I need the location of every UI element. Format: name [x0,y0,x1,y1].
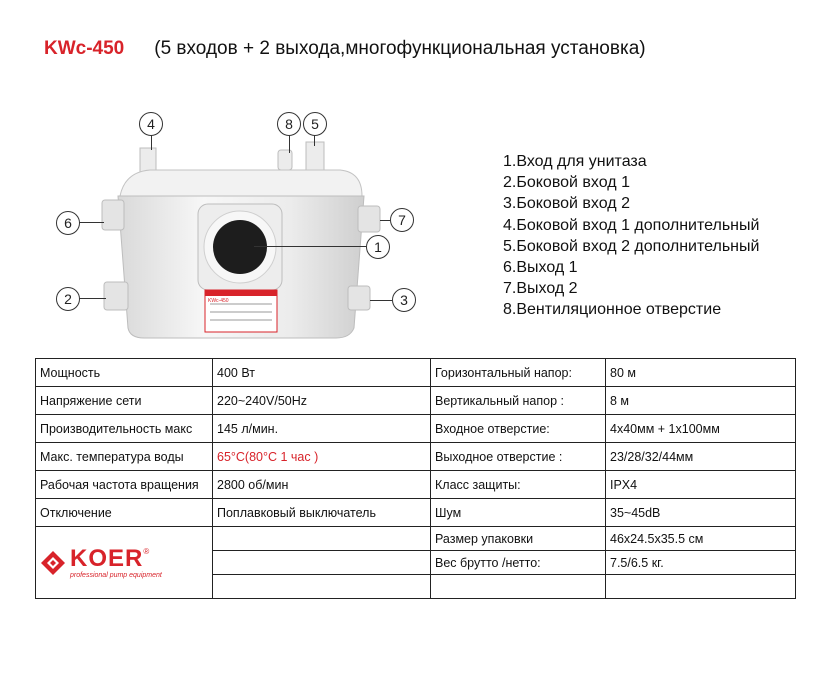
spec-value: IPX4 [606,471,796,499]
callout-7: 7 [390,208,414,232]
spec-value: Поплавковый выключатель [213,499,431,527]
spec-label: Напряжение сети [36,387,213,415]
koer-logo-icon [40,550,66,576]
inlet-opening [213,220,267,274]
callout-5: 5 [303,112,327,136]
spec-value: 23/28/32/44мм [606,443,796,471]
port-6 [102,200,124,230]
spec-value: 2800 об/мин [213,471,431,499]
port-7 [358,206,380,232]
spec-value: 35~45dB [606,499,796,527]
spec-value: 145 л/мин. [213,415,431,443]
page-header [44,38,804,60]
brand-logo-cell [36,527,213,599]
empty-cell [213,575,431,599]
empty-cell [431,575,606,599]
spec-value: 80 м [606,359,796,387]
brand-tagline: professional pump equipment [70,571,162,579]
legend-item: 1.Вход для унитаза [503,153,647,170]
spec-value: 220~240V/50Hz [213,387,431,415]
empty-cell [606,575,796,599]
spec-value: 400 Вт [213,359,431,387]
spec-label: Вес брутто /нетто: [431,551,606,575]
callout-4: 4 [139,112,163,136]
callout-3: 3 [392,288,416,312]
model-number: KWc-450 [44,38,125,59]
registered-mark: ® [143,546,150,556]
pump-lid [120,170,362,196]
legend-item: 7.Выход 2 [503,280,578,298]
legend-item: 5.Боковой вход 2 дополнительный [503,237,760,255]
spec-label: Макс. температура воды [36,443,213,471]
empty-cell [213,527,431,551]
spec-label: Отключение [36,499,213,527]
brand-logo [40,544,208,579]
page-subtitle: (5 входов + 2 выхода,многофункциональная установка) [154,38,646,59]
callout-8: 8 [277,112,301,136]
port-2 [104,282,128,310]
spec-value: 4x40мм + 1x100мм [606,415,796,443]
legend-item: 2.Боковой вход 1 [503,174,630,192]
spec-label: Входное отверстие: [431,415,606,443]
spec-label: Производительность макс [36,415,213,443]
spec-table [35,358,796,599]
table-row [36,359,796,387]
table-row [36,387,796,415]
callout-6: 6 [56,211,80,235]
brand-name: KOER [70,544,144,572]
nameplate-label: KWc-450 [208,298,229,304]
spec-label: Рабочая частота вращения [36,471,213,499]
spec-label: Размер упаковки [431,527,606,551]
legend-item: 4.Боковой вход 1 дополнительный [503,216,760,234]
spec-label: Горизонтальный напор: [431,359,606,387]
legend-item: 6.Выход 1 [503,259,578,277]
inlet-outlet-legend [503,151,759,321]
legend-item: 8.Вентиляционное отверстие [503,301,722,319]
callout-2: 2 [56,287,80,311]
spec-label: Шум [431,499,606,527]
spec-value-temperature: 65°C(80°C 1 час ) [213,443,431,471]
table-row [36,527,796,551]
spec-value: 7.5/6.5 кг. [606,551,796,575]
table-row [36,415,796,443]
empty-cell [213,551,431,575]
legend-item: 3.Боковой вход 2 [503,195,630,213]
table-row [36,499,796,527]
spec-label: Вертикальный напор : [431,387,606,415]
spec-label: Выходное отверстие : [431,443,606,471]
port-3 [348,286,370,310]
product-diagram [40,100,440,350]
table-row [36,443,796,471]
callout-1: 1 [366,235,390,259]
spec-value: 8 м [606,387,796,415]
pump-illustration [40,100,440,350]
spec-label: Мощность [36,359,213,387]
nameplate [205,290,277,332]
pipe-8 [278,150,292,170]
spec-value: 46x24.5x35.5 cм [606,527,796,551]
spec-label: Класс защиты: [431,471,606,499]
table-row [36,471,796,499]
